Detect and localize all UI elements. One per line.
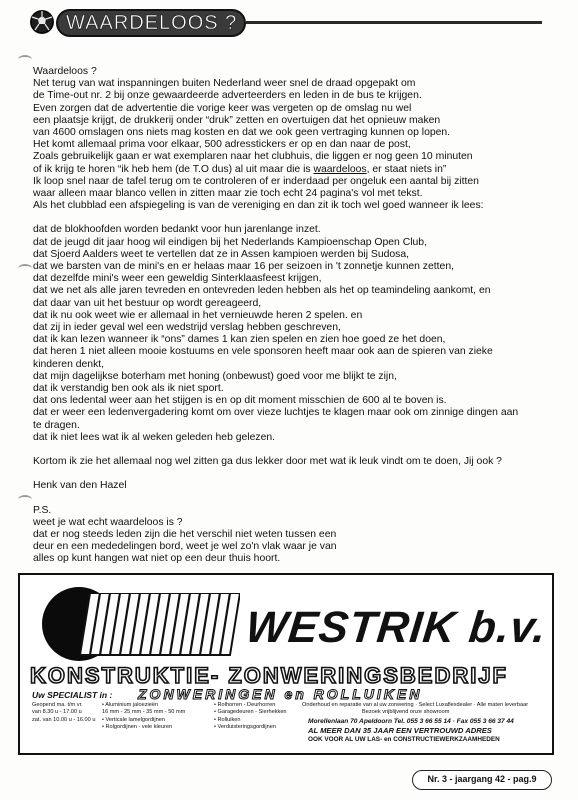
service-line: Bezoek vrijblijvend onze showroom xyxy=(362,709,450,716)
article-line xyxy=(33,164,553,176)
article-line: Net terug van wat inspanningen buiten Nederland weer snel de draad opgepakt om xyxy=(33,78,416,90)
product-item: • Rolgordijnen - vele kleuren xyxy=(102,724,173,731)
punch-hole-mark xyxy=(18,264,32,273)
list-item: dat ons ledental weer aan het stijgen is en op dit moment misschien de 600 al te boven is. xyxy=(33,395,447,407)
article-line: waar alleen maar blanco vellen in zitten maar zie toch echt 24 pagina's vol met tekst. xyxy=(33,188,423,200)
article-line: Even zorgen dat de advertentie die vorige keer was vergeten op de omslag nu wel xyxy=(33,102,412,114)
address-block xyxy=(308,717,514,744)
list-item: kinderen denkt, xyxy=(33,358,105,370)
list-item: dat Sjoerd Aalders weet te vertellen dat ze in Assen kampioen werden bij Sudosa, xyxy=(33,248,410,260)
punch-hole-mark xyxy=(18,55,32,64)
closing-line: Kortom ik zie het allemaal nog wel zitten ga dus lekker door met wat ik leuk vindt om te doen, Jij ook ? xyxy=(33,456,502,468)
list-item: dat mijn dagelijkse boterham met honing (onbewust) goed voor me blijkt te zijn, xyxy=(33,370,397,382)
article-body xyxy=(33,66,553,566)
list-item: dat de jeugd dit jaar hoog wil eindigen bij het Nederlands Kampioenschap Open Club, xyxy=(33,236,427,248)
product-item: • Aluminium jaloezieën xyxy=(102,702,159,708)
article-line-end: , er staat niets in” xyxy=(366,163,447,175)
list-item: dat we barsten van de mini's en er helaas maar 16 per seizoen in 't zonnetje kunnen zetten, xyxy=(33,261,455,273)
list-item: dat ik niet lees wat ik al weken geleden heb gelezen. xyxy=(33,431,276,443)
article-line: Als het clubblad een afspiegeling is van de vereniging en dan zit ik toch wel goed wanneer ik lees: xyxy=(33,200,484,212)
product-item: 16 mm - 25 mm - 35 mm - 50 mm xyxy=(102,709,186,716)
ps-line: alles op kunt hangen wat niet op een deur thuis hoort. xyxy=(33,553,281,565)
hours-line: van 8.30 u - 17.00 u xyxy=(32,709,82,716)
hours-line: Geopend ma. t/m vr. xyxy=(32,702,83,708)
article-line: Ik loop snel naar de tafel terug om te controleren of er inderdaad per ongeluk een aantal bij zitten xyxy=(33,175,479,187)
address-line: OOK VOOR AL UW LAS- en CONSTRUCTIEWERKZAAMHEDEN xyxy=(308,736,500,743)
underlined-word: waardeloos xyxy=(313,163,367,175)
page-number-badge: Nr. 3 - jaargang 42 - pag.9 xyxy=(412,770,552,790)
signature: Henk van den Hazel xyxy=(33,480,127,492)
product-list xyxy=(102,702,185,732)
product-item: • Verticale lamelgordijnen xyxy=(102,716,165,723)
header-rule xyxy=(246,21,542,24)
list-item: te dragen. xyxy=(33,419,80,431)
list-item: dat ik verstandig ben ook als ik niet sport. xyxy=(33,383,224,395)
list-item: dat heren 1 niet alleen mooie kostuums en vele sponsoren heeft maar ook aan de spieren van zieke xyxy=(33,346,493,358)
awning-logo-icon xyxy=(80,593,240,663)
list-item: dat er weer een ledenvergadering komt om over vieze luchtjes te klagen maar ook om zinnige dingen aan xyxy=(33,407,519,419)
ps-line: deur en een mededelingen bord, weet je wel zo'n vlak waar je van xyxy=(33,541,337,553)
article-line: Waardeloos ? xyxy=(33,66,97,77)
ps-line: dat er nog steeds leden zijn die het verschil niet weten tussen een xyxy=(33,528,337,540)
list-item: dat de blokhoofden worden bedankt voor hun jarenlange inzet. xyxy=(33,224,321,236)
product-item: • Verduisteringsgordijnen xyxy=(214,724,276,731)
company-name: WESTRIK b.v. xyxy=(243,603,550,652)
service-info xyxy=(302,702,528,717)
hours-line: zat. van 10.00 u - 16.00 u xyxy=(32,716,96,723)
product-item: • Garagedeuren - Sierhekken xyxy=(214,709,287,716)
list-item: dat ik nu ook weet wie er allemaal in het vernieuwde heren 2 spelen. en xyxy=(33,309,363,321)
specialist-label: Uw SPECIALIST in : xyxy=(32,690,113,700)
article-line: de Time-out nr. 2 bij onze gewaardeerde adverteerders en leden in de bus te krijgen. xyxy=(33,90,422,102)
service-line: Onderhoud en reparatie van al uw zonwering · Select Luxaflexdealer · Alle maten leverbaar xyxy=(302,702,529,708)
ps-line: weet je wat echt waardeloos is ? xyxy=(33,516,183,528)
list-item: dat zij in ieder geval wel een wedstrijd verslag hebben geschreven, xyxy=(33,322,341,334)
article-line: van 4600 omslagen ons niets mag kosten en dat we ook geen vertraging kunnen op lopen. xyxy=(33,127,451,139)
list-item: dat dezelfde mini's weer een geweldig Sinterklaasfeest krijgen, xyxy=(33,273,322,285)
company-tagline: KONSTRUKTIE- ZONWERINGSBEDRIJF xyxy=(30,663,508,688)
address-line: AL MEER DAN 35 JAAR EEN VERTROUWD ADRES xyxy=(308,726,492,735)
product-item: • Rolhorren - Deurhorren xyxy=(214,702,276,708)
article-line: Zoals gebruikelijk gaan er wat exemplaren naar het clubhuis, die liggen er nog geen 10 minuten xyxy=(33,151,473,163)
article-line-start: of ik krijg te horen “ik heb hem (de T.O dus) al uit maar die is xyxy=(33,163,314,175)
article-line: een plaatsje krijgt, de drukkerij onder “druk” zetten en overtuigen dat het opnieuw maken xyxy=(33,114,441,126)
address-line: Morellenlaan 70 Apeldoorn Tel. 055 3 66 55 14 · Fax 055 3 66 37 44 xyxy=(308,718,514,725)
ps-line: P.S. xyxy=(33,504,52,516)
westrik-advertisement xyxy=(18,573,554,755)
list-item: dat daar van uit het bestuur op wordt gereageerd, xyxy=(33,297,262,309)
opening-hours xyxy=(32,702,95,724)
page-title: WAARDELOOS ? xyxy=(66,12,238,34)
punch-hole-mark xyxy=(18,495,32,504)
product-item: • Rolluiken xyxy=(214,716,241,723)
soccer-ball-icon xyxy=(30,10,54,34)
product-subline: ZONWERINGEN en ROLLUIKEN xyxy=(138,686,423,702)
product-list xyxy=(214,702,287,732)
list-item: dat ik kan lezen wanneer ik “ons” dames 1 kan zien spelen en zien hoe goed ze het doen, xyxy=(33,334,446,346)
article-line: Het komt allemaal prima voor elkaar, 500 adresstickers er op en dan naar de post, xyxy=(33,139,411,151)
list-item: dat we net als alle jaren tevreden en ontevreden leden hebben als het op teamindeling aankomt, en xyxy=(33,285,491,297)
